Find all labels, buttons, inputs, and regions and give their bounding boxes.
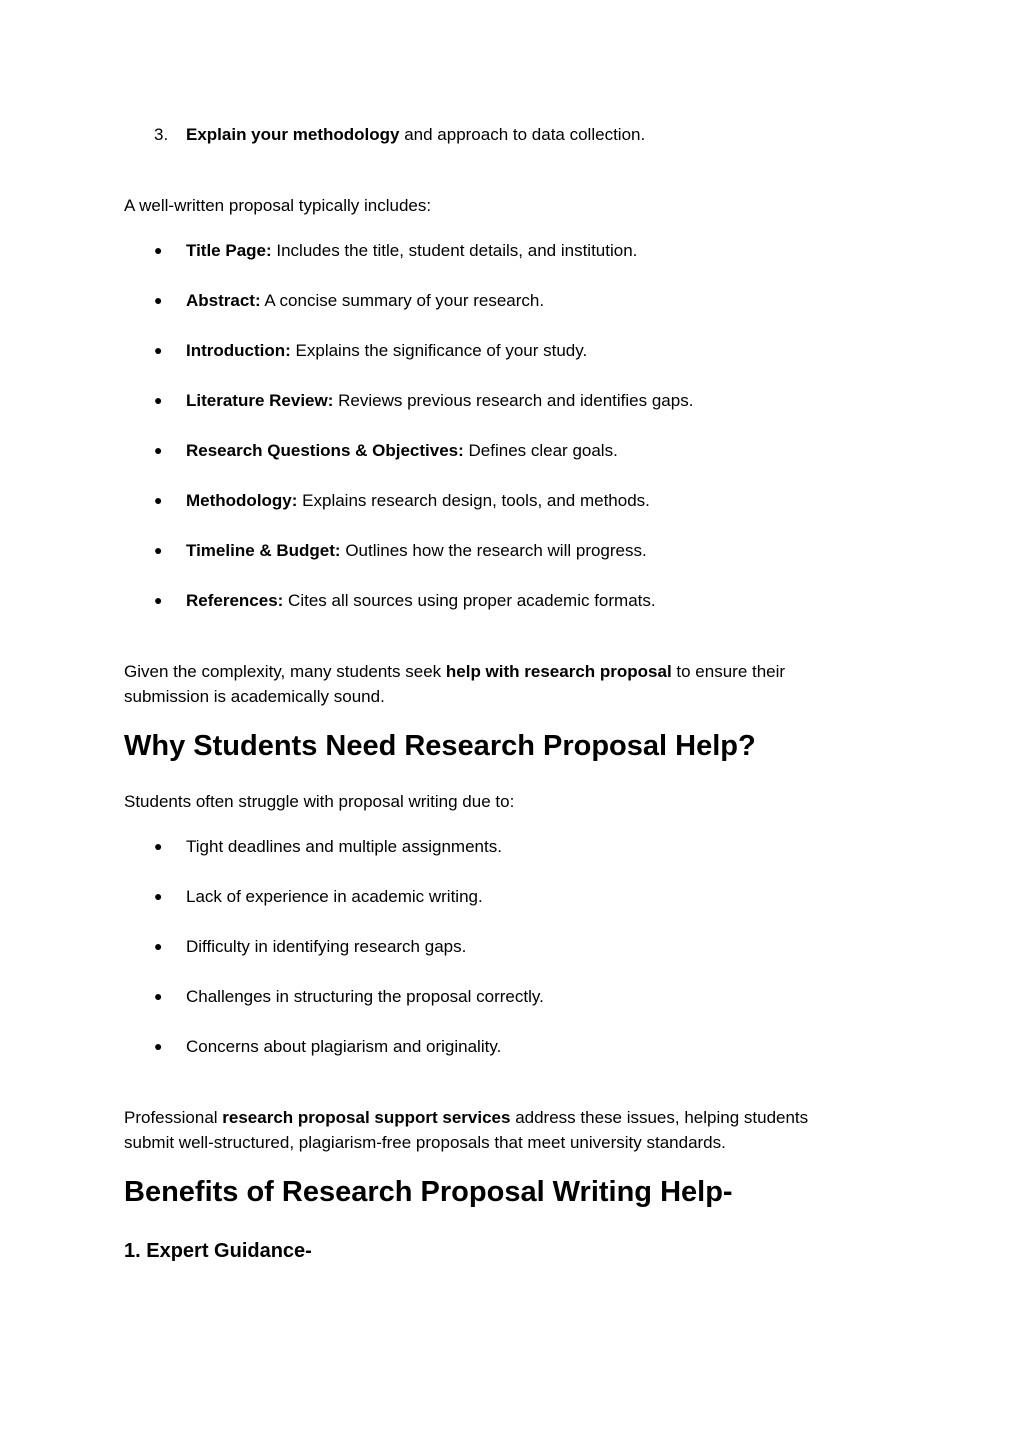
list-item: Concerns about plagiarism and originality. (186, 1037, 502, 1056)
bullet-icon: ● (154, 838, 163, 854)
list-item: Abstract: A concise summary of your research. (186, 291, 545, 310)
bullet-icon: ● (154, 1038, 163, 1054)
list-item: Lack of experience in academic writing. (186, 887, 483, 906)
subheading: 1. Expert Guidance- (124, 1240, 312, 1262)
item-bold: Explain your methodology (186, 125, 400, 144)
section-heading: Benefits of Research Proposal Writing Help- (124, 1176, 733, 1208)
section-heading: Why Students Need Research Proposal Help? (124, 730, 756, 762)
paragraph: Given the complexity, many students seek help with research proposal to ensure their submission is academically sound. (124, 662, 786, 706)
bullet-icon: ● (154, 592, 163, 608)
list-item: Tight deadlines and multiple assignments. (186, 837, 502, 856)
list-item: References: Cites all sources using proper academic formats. (186, 591, 656, 610)
list-item: Research Questions & Objectives: Defines clear goals. (186, 441, 618, 460)
bullet-icon: ● (154, 542, 163, 558)
list-item: Literature Review: Reviews previous research and identifies gaps. (186, 391, 694, 410)
bullet-icon: ● (154, 292, 163, 308)
bullet-icon: ● (154, 242, 163, 258)
paragraph: Professional research proposal support services address these issues, helping students submit well-structured, plagiarism-free proposals that meet university standards. (124, 1108, 809, 1152)
list-item: Timeline & Budget: Outlines how the research will progress. (186, 541, 647, 560)
list-item: Title Page: Includes the title, student details, and institution. (186, 241, 638, 260)
item-text: and approach to data collection. (399, 125, 646, 144)
list-item: Introduction: Explains the significance of your study. (186, 341, 588, 360)
bullet-icon: ● (154, 342, 163, 358)
bullet-icon: ● (154, 392, 163, 408)
numbered-item (186, 122, 645, 147)
list-number: 3. (154, 125, 169, 144)
bullet-icon: ● (154, 492, 163, 508)
bullet-icon: ● (154, 938, 163, 954)
bullet-icon: ● (154, 888, 163, 904)
bullet-icon: ● (154, 442, 163, 458)
list-item: Challenges in structuring the proposal correctly. (186, 987, 544, 1006)
intro-text: A well-written proposal typically includes: (124, 196, 432, 215)
bullet-icon: ● (154, 988, 163, 1004)
list-item: Methodology: Explains research design, tools, and methods. (186, 491, 650, 510)
list-item: Difficulty in identifying research gaps. (186, 937, 467, 956)
intro-text: Students often struggle with proposal writing due to: (124, 792, 515, 811)
